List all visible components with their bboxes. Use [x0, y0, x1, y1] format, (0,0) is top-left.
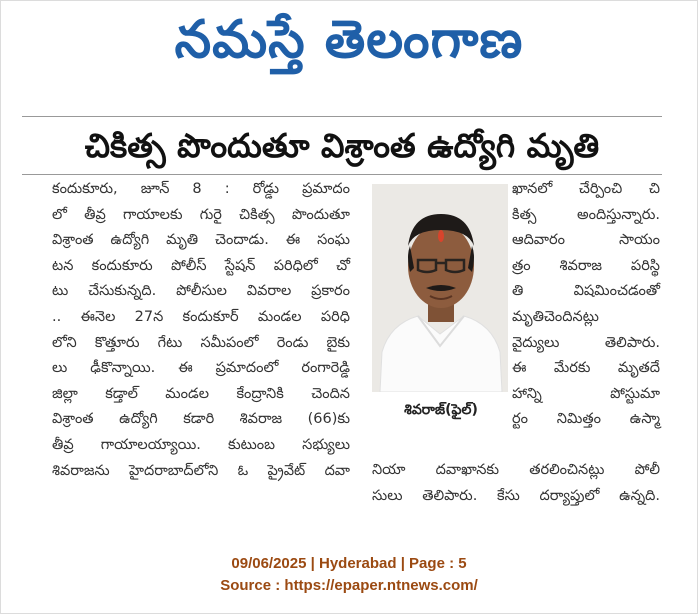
text-line: ఆదివారం సాయం [512, 232, 660, 249]
text-line: మృతిచెందినట్లు [512, 308, 599, 325]
photo-caption: శివరాజ్(ఫైల్) [404, 402, 478, 418]
text-line: నియా దవాఖానకు తరలించినట్లు పోలీ [372, 462, 660, 478]
headline-bottom-rule [22, 174, 662, 175]
headline-top-rule [22, 116, 662, 117]
text-line: విశ్రాంత ఉద్యోగి కడారి శివరాజ (66)కు [52, 411, 350, 428]
text-line: వైద్యులు తెలిపారు. [512, 334, 660, 351]
text-line: తి విషమించడంతో [512, 283, 660, 300]
text-line: లోని కొత్తూరు గేటు సమీపంలో రెండు బైకు [52, 334, 350, 351]
portrait-image [372, 184, 508, 392]
text-line: విశ్రాంత ఉద్యోగి మృతి చెందాడు. ఈ సంఘ [52, 232, 350, 249]
text-line: సులు తెలిపారు. కేసు దర్యాప్తులో ఉన్నది. [372, 487, 660, 504]
text-line: ఈ మేరకు మృతదే [512, 360, 660, 377]
footer-source-link[interactable]: Source : https://epaper.ntnews.com/ [220, 577, 478, 594]
person-photo [372, 184, 508, 392]
text-line: కందుకూరు, జూన్ 8 : రోడ్డు ప్రమాదం [52, 181, 350, 197]
text-line: కిత్స అందిస్తున్నారు. [512, 206, 660, 223]
article-column-1 [52, 177, 350, 484]
text-line: .. ఈనెల 27న కందుకూర్ మండల పరిధి [52, 308, 350, 325]
text-line: ఖానలో చేర్పించి చి [512, 181, 660, 197]
text-line: ర్టం నిమిత్తం ఉస్మా [512, 411, 660, 428]
text-line: తీవ్ర గాయాలయ్యాయి. కుటుంబ సభ్యులు [52, 436, 350, 453]
footer-date-page: 09/06/2025 | Hyderabad | Page : 5 [231, 555, 467, 572]
newspaper-masthead: నమస్తే తెలంగాణ [174, 10, 524, 70]
text-line: శివరాజను హైదరాబాద్‌లోని ఓ ప్రైవేట్ దవా [52, 462, 350, 479]
text-line: త్రం శివరాజ పరిస్థి [512, 257, 660, 274]
text-line: హాన్ని పోస్టుమా [512, 385, 660, 402]
text-line: లో తీవ్ర గాయాలకు గురై చికిత్స పొందుతూ [52, 206, 350, 223]
article-continuation [372, 458, 660, 509]
text-line: లు ఢీకొన్నాయి. ఈ ప్రమాదంలో రంగారెడ్డి [52, 360, 350, 377]
text-line: జిల్లా కడ్తాల్ మండల కేంద్రానికి చెందిన [52, 385, 350, 402]
text-line: టన కందుకూరు పోలీస్ స్టేషన్ పరిధిలో చో [52, 257, 350, 274]
text-line: టు చేసుకున్నది. పోలీసుల వివరాల ప్రకారం [52, 283, 350, 300]
article-column-3 [512, 177, 660, 433]
article-headline: చికిత్స పొందుతూ విశ్రాంత ఉద్యోగి మృతి [84, 126, 600, 165]
